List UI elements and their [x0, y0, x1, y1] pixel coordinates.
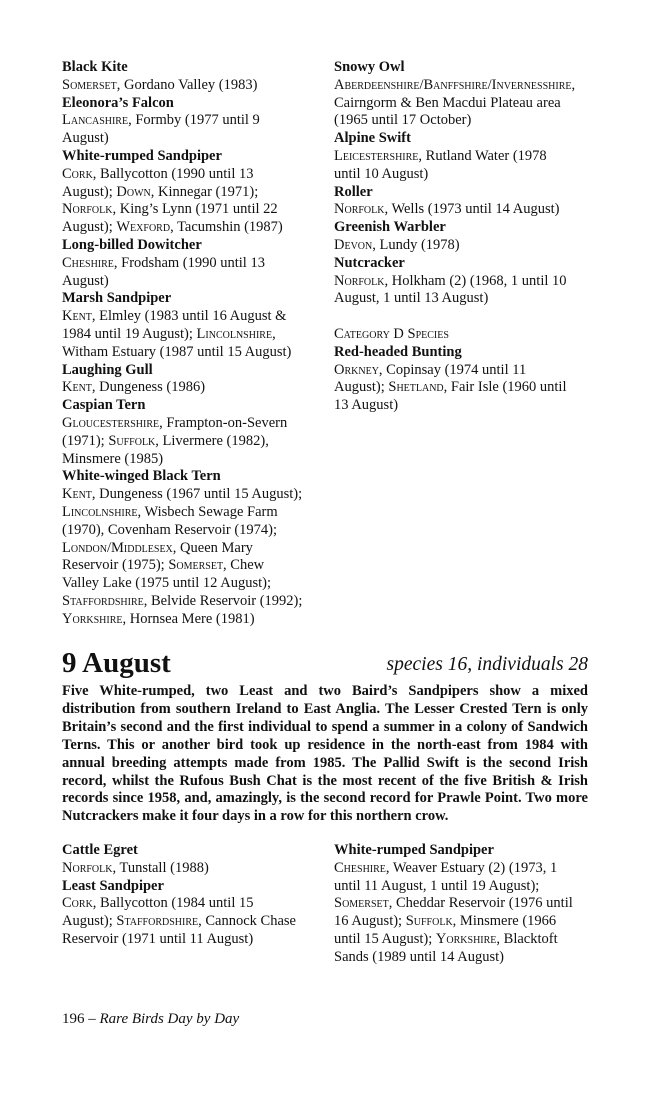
book-title: Rare Birds Day by Day	[99, 1011, 240, 1027]
location-line	[62, 895, 324, 913]
location-line	[62, 931, 324, 949]
location-text: August)	[62, 130, 109, 147]
day-title: 9 August	[62, 647, 171, 679]
county-name: Kent	[62, 308, 92, 325]
right-column	[334, 59, 596, 415]
day-stats: species 16, individuals 28	[386, 654, 588, 675]
species-name: Alpine Swift	[334, 130, 411, 147]
location-line	[334, 112, 596, 130]
location-text: , Copinsay (1974 until 11	[378, 361, 527, 378]
location-line	[62, 308, 324, 326]
location-line	[62, 255, 324, 273]
location-line	[334, 913, 596, 931]
location-text: , Holkham (2) (1968, 1 until 10	[384, 272, 567, 289]
location-line	[334, 895, 596, 913]
location-text: 13 August)	[334, 397, 399, 414]
location-line	[334, 77, 596, 95]
location-line	[62, 326, 324, 344]
location-line	[62, 593, 324, 611]
location-text: (1971);	[62, 432, 109, 449]
location-text: until 11 August, 1 until 19 August);	[334, 877, 540, 894]
county-name: Yorkshire	[435, 930, 497, 947]
location-line	[62, 219, 324, 237]
location-text: August);	[334, 379, 389, 396]
county-name: Lincolnshire	[62, 503, 138, 520]
location-line	[62, 522, 324, 540]
location-text: , Kinnegar (1971);	[150, 183, 259, 200]
location-text: ,	[571, 76, 576, 93]
location-text: , Blacktoft	[496, 930, 558, 947]
county-name: Aberdeenshire/Banffshire/Invernesshire	[334, 76, 572, 93]
location-line	[334, 273, 596, 291]
location-line	[334, 201, 596, 219]
day-heading	[62, 645, 588, 685]
location-line	[62, 379, 324, 397]
location-text: , Frampton-on-Severn	[159, 414, 288, 431]
location-line	[334, 95, 596, 113]
location-line	[62, 451, 324, 469]
county-name: Norfolk	[334, 201, 385, 218]
location-line	[62, 273, 324, 291]
category-entries	[334, 344, 596, 415]
county-name: Wexford	[116, 219, 171, 236]
page-number: 196	[62, 1011, 85, 1027]
location-text: , Chew	[223, 557, 265, 574]
location-text: Sands (1989 until 14 August)	[334, 948, 504, 965]
species-name: Roller	[334, 183, 373, 200]
location-text: , Frodsham (1990 until 13	[113, 254, 265, 271]
location-text: Reservoir (1975);	[62, 557, 169, 574]
location-line	[62, 433, 324, 451]
location-text: , Livermere (1982),	[155, 432, 269, 449]
county-name: Gloucestershire	[62, 414, 160, 431]
species-name: White-winged Black Tern	[62, 468, 221, 485]
location-text: , Fair Isle (1960 until	[443, 379, 567, 396]
category-heading: Category D Species	[334, 325, 449, 342]
county-name: Kent	[62, 486, 92, 503]
location-text: Minsmere (1985)	[62, 450, 164, 467]
location-line	[62, 913, 324, 931]
location-text: ,	[272, 325, 276, 342]
county-name: Somerset	[168, 557, 224, 574]
location-text: August);	[62, 913, 117, 930]
species-name: Nutcracker	[334, 254, 405, 271]
county-name: Lincolnshire	[196, 325, 273, 342]
location-text: , Queen Mary	[172, 539, 253, 556]
county-name: Lancashire	[62, 112, 129, 129]
location-text: , Rutland Water (1978	[418, 147, 547, 164]
location-line	[62, 184, 324, 202]
location-line	[334, 362, 596, 380]
location-text: , Cheddar Reservoir (1976 until	[388, 895, 573, 912]
location-text: , Belvide Reservoir (1992);	[143, 592, 303, 609]
location-text: Witham Estuary (1987 until 15 August)	[62, 343, 292, 360]
location-text: , Wisbech Sewage Farm	[137, 503, 278, 520]
location-text: , Tunstall (1988)	[112, 859, 209, 876]
species-name: Caspian Tern	[62, 397, 146, 414]
location-text: , Ballycotton (1990 until 13	[92, 165, 254, 182]
location-text: Cairngorm & Ben Macdui Plateau area	[334, 94, 561, 111]
location-line	[334, 166, 596, 184]
county-name: Norfolk	[62, 201, 113, 218]
location-line	[62, 112, 324, 130]
location-line	[334, 931, 596, 949]
location-line	[334, 860, 596, 878]
location-text: , Hornsea Mere (1981)	[122, 610, 255, 627]
day-intro-paragraph: Five White-rumped, two Least and two Baird’s Sandpipers show a mixed distribution from southern Ireland to East Anglia. The Lesser Crested Tern is only Britain’s second and the first individual to spend a summer in a colony of Sandwich Terns. This or another bird took up residence in the north-east from 1984 with annual breeding attempts made from 1985. The Pallid Swift is the second Irish record, whilst the Rufous Bush Chat is the most recent of the five British & Irish records since 1958, and, amazingly, is the second record for Prawle Point. Two more Nutcrackers make it four days in a row for this northern crow.	[62, 683, 588, 825]
county-name: Devon	[334, 236, 373, 253]
county-name: Cork	[62, 165, 93, 182]
location-text: 1984 until 19 August);	[62, 325, 197, 342]
location-line	[62, 486, 324, 504]
species-name: Cattle Egret	[62, 842, 138, 858]
location-text: , Lundy (1978)	[372, 236, 460, 253]
county-name: Staffordshire	[116, 913, 199, 930]
county-name: Staffordshire	[62, 592, 144, 609]
species-name: White-rumped Sandpiper	[62, 147, 222, 164]
location-line	[334, 237, 596, 255]
county-name: Yorkshire	[62, 610, 123, 627]
location-line	[62, 611, 324, 629]
location-text: August);	[62, 219, 117, 236]
location-text: (1965 until 17 October)	[334, 112, 472, 129]
location-line	[62, 77, 324, 95]
location-text: , Gordano Valley (1983)	[116, 76, 258, 93]
footer-separator: –	[84, 1011, 100, 1027]
county-name: Kent	[62, 379, 92, 396]
location-line	[334, 397, 596, 415]
location-line	[334, 379, 596, 397]
location-text: Valley Lake (1975 until 12 August);	[62, 575, 272, 592]
location-line	[62, 344, 324, 362]
location-text: , Ballycotton (1984 until 15	[92, 895, 254, 912]
day-left-column	[62, 842, 324, 949]
species-name: Red-headed Bunting	[334, 343, 462, 360]
location-line	[62, 860, 324, 878]
location-text: , Wells (1973 until 14 August)	[384, 201, 560, 218]
left-column	[62, 59, 324, 629]
location-text: , Formby (1977 until 9	[128, 112, 260, 129]
county-name: Somerset	[334, 895, 389, 912]
species-name: Black Kite	[62, 59, 128, 75]
location-line	[62, 166, 324, 184]
location-text: until 10 August)	[334, 165, 429, 182]
location-line	[334, 290, 596, 308]
location-text: , Dungeness (1986)	[91, 379, 206, 396]
location-line	[62, 415, 324, 433]
county-name: Orkney	[334, 361, 379, 378]
species-name: Long-billed Dowitcher	[62, 236, 202, 253]
location-line	[62, 130, 324, 148]
location-text: , Weaver Estuary (2) (1973, 1	[385, 859, 558, 876]
location-text: , Minsmere (1966	[452, 913, 557, 930]
location-text: (1970), Covenham Reservoir (1974);	[62, 521, 278, 538]
species-name: White-rumped Sandpiper	[334, 842, 494, 858]
species-name: Snowy Owl	[334, 59, 405, 75]
species-name: Eleonora’s Falcon	[62, 94, 174, 111]
location-text: August)	[62, 272, 109, 289]
county-name: Shetland	[388, 379, 444, 396]
location-text: 16 August);	[334, 913, 406, 930]
county-name: Norfolk	[62, 859, 113, 876]
county-name: Suffolk	[108, 432, 156, 449]
day-right-column	[334, 842, 596, 967]
location-text: until 15 August);	[334, 930, 436, 947]
location-text: Reservoir (1971 until 11 August)	[62, 930, 254, 947]
location-line	[334, 148, 596, 166]
location-text: August, 1 until 13 August)	[334, 290, 489, 307]
species-name: Laughing Gull	[62, 361, 153, 378]
right-column-entries	[334, 59, 596, 308]
county-name: Leicestershire	[334, 147, 419, 164]
county-name: Somerset	[62, 76, 117, 93]
county-name: Suffolk	[405, 913, 453, 930]
location-text: August);	[62, 183, 117, 200]
location-text: , Cannock Chase	[198, 913, 296, 930]
location-line	[334, 949, 596, 967]
location-line	[62, 557, 324, 575]
species-name: Marsh Sandpiper	[62, 290, 172, 307]
county-name: London/Middlesex	[62, 539, 173, 556]
location-text: , Tacumshin (1987)	[170, 219, 283, 236]
location-line	[62, 540, 324, 558]
location-text: , King’s Lynn (1971 until 22	[112, 201, 278, 218]
location-line	[62, 201, 324, 219]
species-name: Greenish Warbler	[334, 219, 446, 236]
location-line	[62, 575, 324, 593]
location-text: , Dungeness (1967 until 15 August);	[91, 486, 303, 503]
location-text: , Elmley (1983 until 16 August &	[91, 308, 287, 325]
county-name: Down	[116, 183, 151, 200]
county-name: Cheshire	[334, 859, 386, 876]
county-name: Cork	[62, 895, 93, 912]
location-line	[62, 504, 324, 522]
species-name: Least Sandpiper	[62, 877, 164, 894]
county-name: Norfolk	[334, 272, 385, 289]
page-footer	[62, 1011, 239, 1028]
location-line	[334, 878, 596, 896]
county-name: Cheshire	[62, 254, 114, 271]
